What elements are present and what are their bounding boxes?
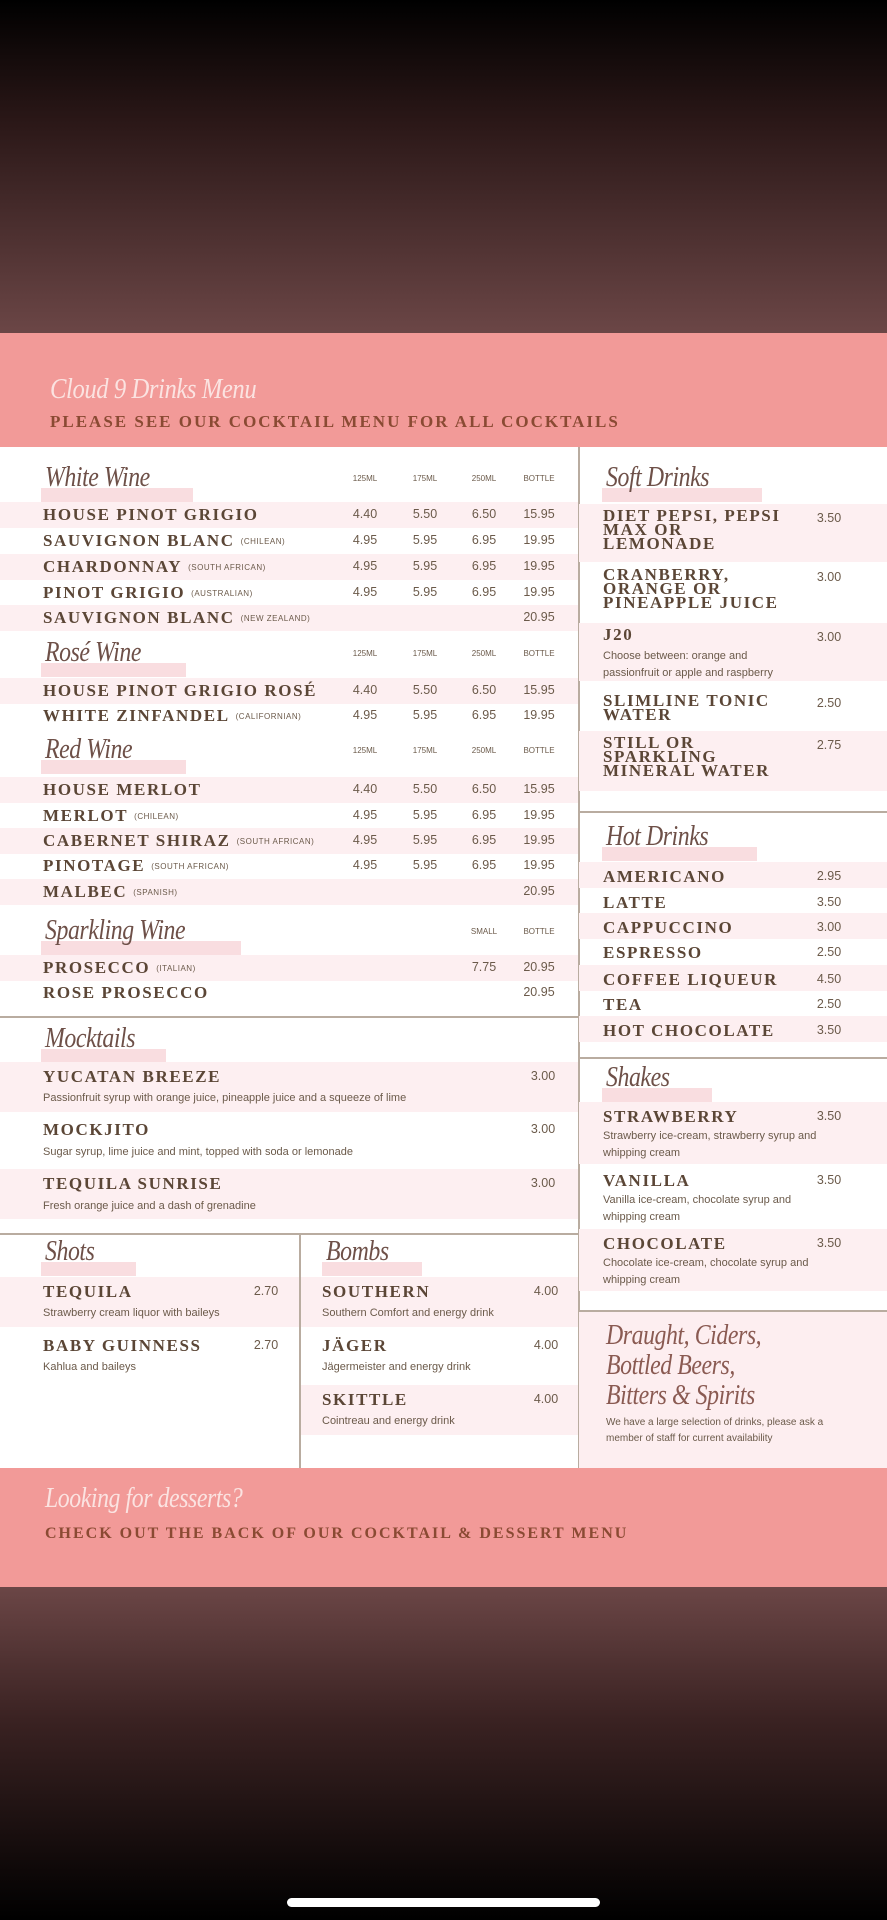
price: 15.95: [523, 782, 555, 796]
section-title-bombs: Bombs: [326, 1236, 389, 1267]
item-name: PINOT GRIGIO: [43, 583, 186, 602]
price: 6.50: [471, 507, 497, 521]
item-price: 3.00: [530, 1176, 556, 1190]
item-name: HOT CHOCOLATE: [603, 1021, 775, 1040]
price: 5.95: [412, 858, 438, 872]
item-price: 4.50: [816, 972, 842, 986]
price: 20.95: [523, 884, 555, 898]
price: 7.75: [471, 960, 497, 974]
item-name: VANILLA: [603, 1171, 691, 1190]
item-name: PROSECCO: [43, 958, 151, 977]
price: 15.95: [523, 683, 555, 697]
column-header: BOTTLE: [523, 649, 555, 658]
column-header: 250ML: [471, 649, 497, 658]
price: 5.95: [412, 533, 438, 547]
item-price: 3.50: [816, 1236, 842, 1250]
column-header: 125ML: [352, 649, 378, 658]
wine-name: [43, 608, 310, 628]
item-description: Passionfruit syrup with orange juice, pineapple juice and a squeeze of lime: [43, 1092, 407, 1104]
item-price: 2.50: [816, 945, 842, 959]
item-name: COFFEE LIQUEUR: [603, 970, 778, 989]
item-name: CHOCOLATE: [603, 1234, 727, 1253]
wine-name: [43, 831, 314, 851]
item-description: Vanilla ice-cream, chocolate syrup and whipping cream: [603, 1194, 792, 1223]
divider: [0, 1233, 578, 1235]
home-indicator[interactable]: [287, 1898, 600, 1907]
price: 6.50: [471, 683, 497, 697]
wine-name: [43, 882, 178, 902]
wine-name: [43, 583, 253, 603]
wine-name: [43, 531, 285, 551]
divider: [578, 811, 887, 813]
item-price: 3.50: [816, 511, 842, 525]
item-description: Kahlua and baileys: [43, 1361, 136, 1373]
price: 4.40: [352, 782, 378, 796]
item-name: CABERNET SHIRAZ: [43, 831, 231, 850]
item-name: SAUVIGNON BLANC: [43, 608, 235, 627]
item-origin: (CHILEAN): [134, 812, 179, 821]
price: 6.50: [471, 782, 497, 796]
price: 19.95: [523, 858, 555, 872]
item-name: TEQUILA: [43, 1282, 133, 1301]
column-header: BOTTLE: [523, 927, 555, 936]
section-title-sparkling_wine: Sparkling Wine: [45, 915, 186, 946]
item-origin: (NEW ZEALAND): [240, 614, 311, 623]
item-price: 3.50: [816, 1023, 842, 1037]
item-name: HOUSE MERLOT: [43, 780, 202, 799]
item-description: Cointreau and energy drink: [322, 1415, 455, 1427]
item-origin: (SOUTH AFRICAN): [236, 837, 315, 846]
column-header: 175ML: [412, 474, 438, 483]
item-name: MERLOT: [43, 806, 129, 825]
item-price: 2.75: [816, 738, 842, 752]
price: 19.95: [523, 585, 555, 599]
item-price: 2.70: [253, 1284, 279, 1298]
item-price: 2.50: [816, 997, 842, 1011]
column-header: 125ML: [352, 474, 378, 483]
price: 19.95: [523, 533, 555, 547]
draught-title-line: Bitters & Spirits: [606, 1380, 755, 1411]
price: 5.95: [412, 833, 438, 847]
item-name: MOCKJITO: [43, 1120, 150, 1139]
item-description: Southern Comfort and energy drink: [322, 1307, 494, 1319]
item-description: Fresh orange juice and a dash of grenadine: [43, 1200, 256, 1212]
item-name: ESPRESSO: [603, 943, 703, 962]
item-name: LATTE: [603, 893, 668, 912]
item-price: 3.00: [816, 630, 842, 644]
column-header: BOTTLE: [523, 474, 555, 483]
item-name: MALBEC: [43, 882, 128, 901]
item-name: J20: [603, 625, 634, 644]
item-name: SLIMLINE TONIC WATER: [603, 691, 770, 724]
price: 6.95: [471, 559, 497, 573]
item-price: 2.50: [816, 696, 842, 710]
wine-name: [43, 706, 301, 726]
item-price: 3.00: [530, 1122, 556, 1136]
item-price: 2.95: [816, 869, 842, 883]
menu-footer: [0, 1468, 887, 1587]
item-price: 4.00: [533, 1284, 559, 1298]
column-header: 250ML: [471, 474, 497, 483]
price: 4.40: [352, 507, 378, 521]
item-price: 4.00: [533, 1338, 559, 1352]
section-title-shots: Shots: [45, 1236, 95, 1267]
item-name: HOUSE PINOT GRIGIO ROSÉ: [43, 681, 318, 700]
item-name: CHARDONNAY: [43, 557, 183, 576]
item-price: 3.50: [816, 1173, 842, 1187]
item-description: Chocolate ice-cream, chocolate syrup and whipping cream: [603, 1257, 809, 1286]
item-name: ROSE PROSECCO: [43, 983, 209, 1002]
section-title-white_wine: White Wine: [45, 462, 150, 493]
column-header: BOTTLE: [523, 746, 555, 755]
price: 5.95: [412, 559, 438, 573]
item-origin: (SOUTH AFRICAN): [151, 862, 229, 871]
price: 4.95: [352, 808, 378, 822]
item-name: CAPPUCCINO: [603, 918, 734, 937]
item-origin: (SPANISH): [133, 888, 178, 897]
price: 6.95: [471, 585, 497, 599]
section-title-mocktails: Mocktails: [45, 1023, 136, 1054]
section-title-soft_drinks: Soft Drinks: [606, 462, 710, 493]
wine-name: [43, 806, 179, 826]
wine-name: [43, 856, 229, 876]
item-price: 3.00: [530, 1069, 556, 1083]
item-origin: (SOUTH AFRICAN): [188, 563, 266, 572]
draught-title-line: Bottled Beers,: [606, 1350, 735, 1381]
item-name: WHITE ZINFANDEL: [43, 706, 230, 725]
item-origin: (AUSTRALIAN): [191, 589, 253, 598]
column-header: 175ML: [412, 649, 438, 658]
wine-name: [43, 958, 196, 978]
price: 6.95: [471, 808, 497, 822]
item-price: 3.50: [816, 1109, 842, 1123]
menu-title: Cloud 9 Drinks Menu: [50, 373, 257, 405]
draught-title-line: Draught, Ciders,: [606, 1320, 762, 1351]
item-name: YUCATAN BREEZE: [43, 1067, 222, 1086]
price: 5.50: [412, 507, 438, 521]
item-name: DIET PEPSI, PEPSI MAX OR LEMONADE: [603, 506, 781, 553]
price: 19.95: [523, 708, 555, 722]
column-header: 175ML: [412, 746, 438, 755]
price: 5.95: [412, 708, 438, 722]
item-name: STRAWBERRY: [603, 1107, 739, 1126]
price: 20.95: [523, 985, 555, 999]
price: 4.40: [352, 683, 378, 697]
menu-subtitle: PLEASE SEE OUR COCKTAIL MENU FOR ALL COCKTAILS: [50, 412, 620, 431]
price: 5.95: [412, 585, 438, 599]
wine-name: [43, 505, 259, 525]
item-description: Jägermeister and energy drink: [322, 1361, 471, 1373]
section-title-rose_wine: Rosé Wine: [45, 637, 141, 668]
item-description: Strawberry cream liquor with baileys: [43, 1307, 220, 1319]
item-origin: (CHILEAN): [240, 537, 286, 546]
price: 4.95: [352, 833, 378, 847]
price: 4.95: [352, 585, 378, 599]
price: 4.95: [352, 708, 378, 722]
price: 19.95: [523, 833, 555, 847]
item-description: Strawberry ice-cream, strawberry syrup and whipping cream: [603, 1130, 817, 1159]
wine-name: [43, 983, 209, 1003]
price: 5.50: [412, 782, 438, 796]
price: 5.50: [412, 683, 438, 697]
draught-description: We have a large selection of drinks, please ask a member of staff for current availability: [606, 1417, 824, 1444]
footer-subtitle: CHECK OUT THE BACK OF OUR COCKTAIL & DESSERT MENU: [45, 1525, 629, 1542]
item-name: BABY GUINNESS: [43, 1336, 202, 1355]
menu-body: [0, 447, 887, 1468]
price: 15.95: [523, 507, 555, 521]
item-name: STILL OR SPARKLING MINERAL WATER: [603, 733, 771, 780]
wine-name: [43, 681, 317, 701]
price: 4.95: [352, 533, 378, 547]
wine-name: [43, 780, 202, 800]
price: 6.95: [471, 533, 497, 547]
column-header: 250ML: [471, 746, 497, 755]
price: 5.95: [412, 808, 438, 822]
section-title-shakes: Shakes: [606, 1062, 670, 1093]
item-name: AMERICANO: [603, 867, 727, 886]
item-name: TEA: [603, 995, 643, 1014]
column-header: SMALL: [470, 927, 498, 936]
price: 4.95: [352, 858, 378, 872]
item-price: 4.00: [533, 1392, 559, 1406]
section-title-hot_drinks: Hot Drinks: [606, 821, 709, 852]
column-header: 125ML: [352, 746, 378, 755]
price: 19.95: [523, 559, 555, 573]
price: 19.95: [523, 808, 555, 822]
item-description: Choose between: orange and passionfruit or apple and raspberry: [603, 650, 773, 679]
item-description: Sugar syrup, lime juice and mint, topped with soda or lemonade: [43, 1146, 354, 1158]
price: 20.95: [523, 610, 555, 624]
price: 20.95: [523, 960, 555, 974]
price: 4.95: [352, 559, 378, 573]
item-name: SOUTHERN: [322, 1282, 431, 1301]
item-name: JÄGER: [322, 1336, 388, 1355]
wine-name: [43, 557, 266, 577]
item-price: 3.50: [816, 895, 842, 909]
price: 6.95: [471, 858, 497, 872]
item-price: 3.00: [816, 920, 842, 934]
price: 6.95: [471, 708, 497, 722]
divider: [578, 1057, 887, 1059]
footer-title: Looking for desserts?: [45, 1483, 243, 1514]
item-name: HOUSE PINOT GRIGIO: [43, 505, 259, 524]
item-name: CRANBERRY, ORANGE OR PINEAPPLE JUICE: [603, 565, 779, 612]
price: 6.95: [471, 833, 497, 847]
item-origin: (CALIFORNIAN): [235, 712, 302, 721]
item-name: SKITTLE: [322, 1390, 408, 1409]
item-price: 2.70: [253, 1338, 279, 1352]
item-price: 3.00: [816, 570, 842, 584]
item-origin: (ITALIAN): [156, 964, 196, 973]
section-title-red_wine: Red Wine: [45, 734, 133, 765]
item-name: TEQUILA SUNRISE: [43, 1174, 223, 1193]
divider: [0, 1016, 578, 1018]
item-name: PINOTAGE: [43, 856, 146, 875]
item-name: SAUVIGNON BLANC: [43, 531, 235, 550]
menu-header: [0, 333, 887, 447]
